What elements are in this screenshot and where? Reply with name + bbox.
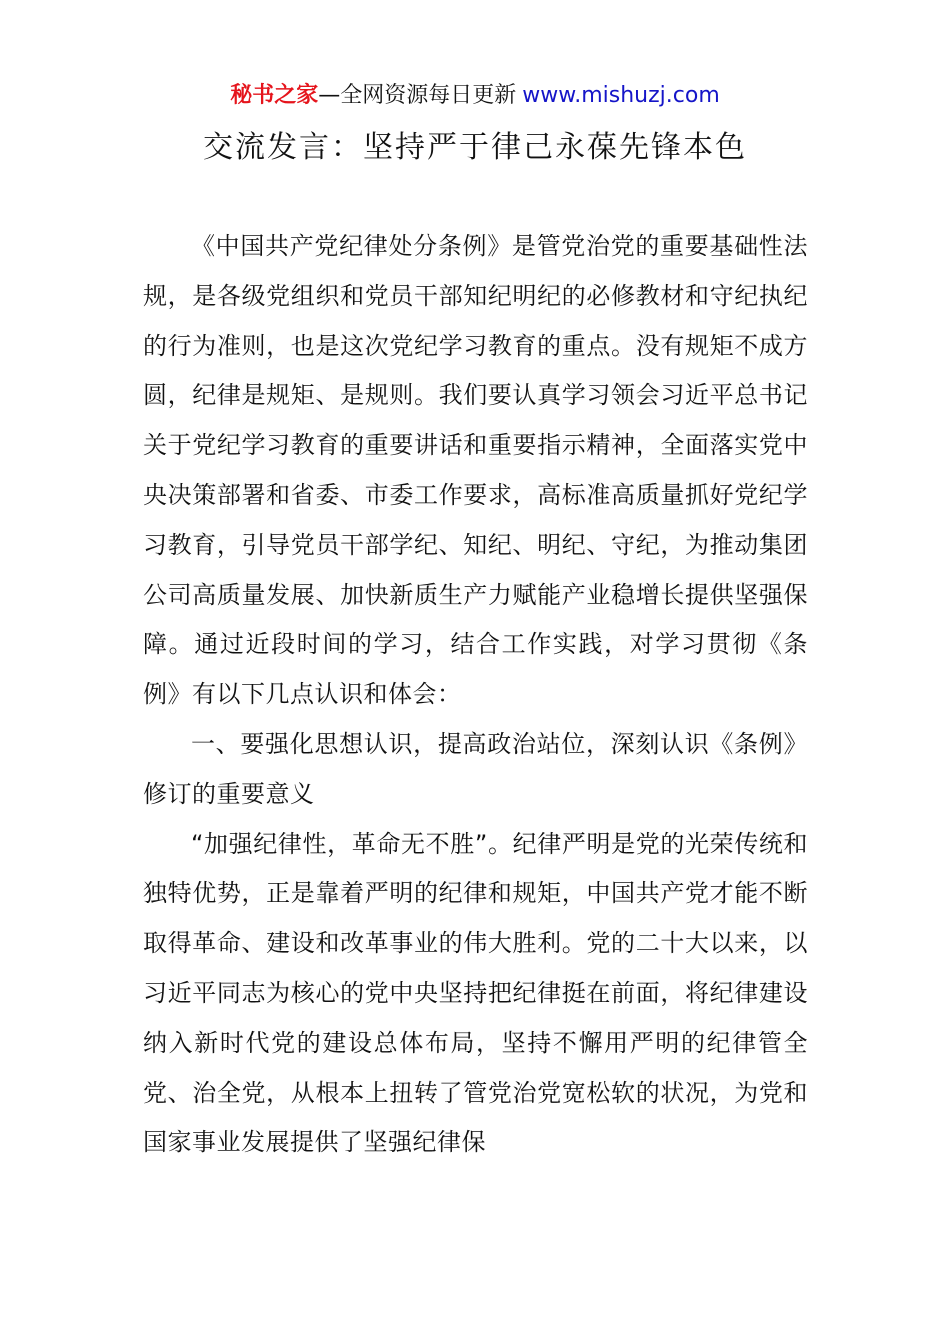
site-header xyxy=(0,80,950,112)
section-heading-1: 一、要强化思想认识，提高政治站位，深刻认识《条例》修订的重要意义 xyxy=(143,729,808,808)
document-body xyxy=(143,222,808,1168)
paragraph-intro: 《中国共产党纪律处分条例》是管党治党的重要基础性法规，是各级党组织和党员干部知纪明纪的必修教材和守纪执纪的行为准则，也是这次党纪学习教育的重点。没有规矩不成方圆，纪律是规矩、是规则。我们要认真学习领会习近平总书记关于党纪学习教育的重要讲话和重要指示精神，全面落实党中央决策部署和省委、市委工作要求，高标准高质量抓好党纪学习教育，引导党员干部学纪、知纪、明纪、守纪，为推动集团公司高质量发展、加快新质生产力赋能产业稳增长提供坚强保障。通过近段时间的学习，结合工作实践，对学习贯彻《条例》有以下几点认识和体会： xyxy=(143,232,808,709)
site-tagline: —全网资源每日更新 xyxy=(318,83,517,108)
document-title: 交流发言：坚持严于律己永葆先锋本色 xyxy=(203,130,747,165)
site-url-link[interactable]: www.mishuzj.com xyxy=(522,83,720,108)
paragraph-section-1: “加强纪律性，革命无不胜”。纪律严明是党的光荣传统和独特优势，正是靠着严明的纪律和规矩，中国共产党才能不断取得革命、建设和改革事业的伟大胜利。党的二十大以来，以习近平同志为核心的党中央坚持把纪律挺在前面，将纪律建设纳入新时代党的建设总体布局，坚持不懈用严明的纪律管全党、治全党，从根本上扭转了管党治党宽松软的状况，为党和国家事业发展提供了坚强纪律保 xyxy=(143,829,808,1157)
site-brand: 秘书之家 xyxy=(230,83,319,108)
